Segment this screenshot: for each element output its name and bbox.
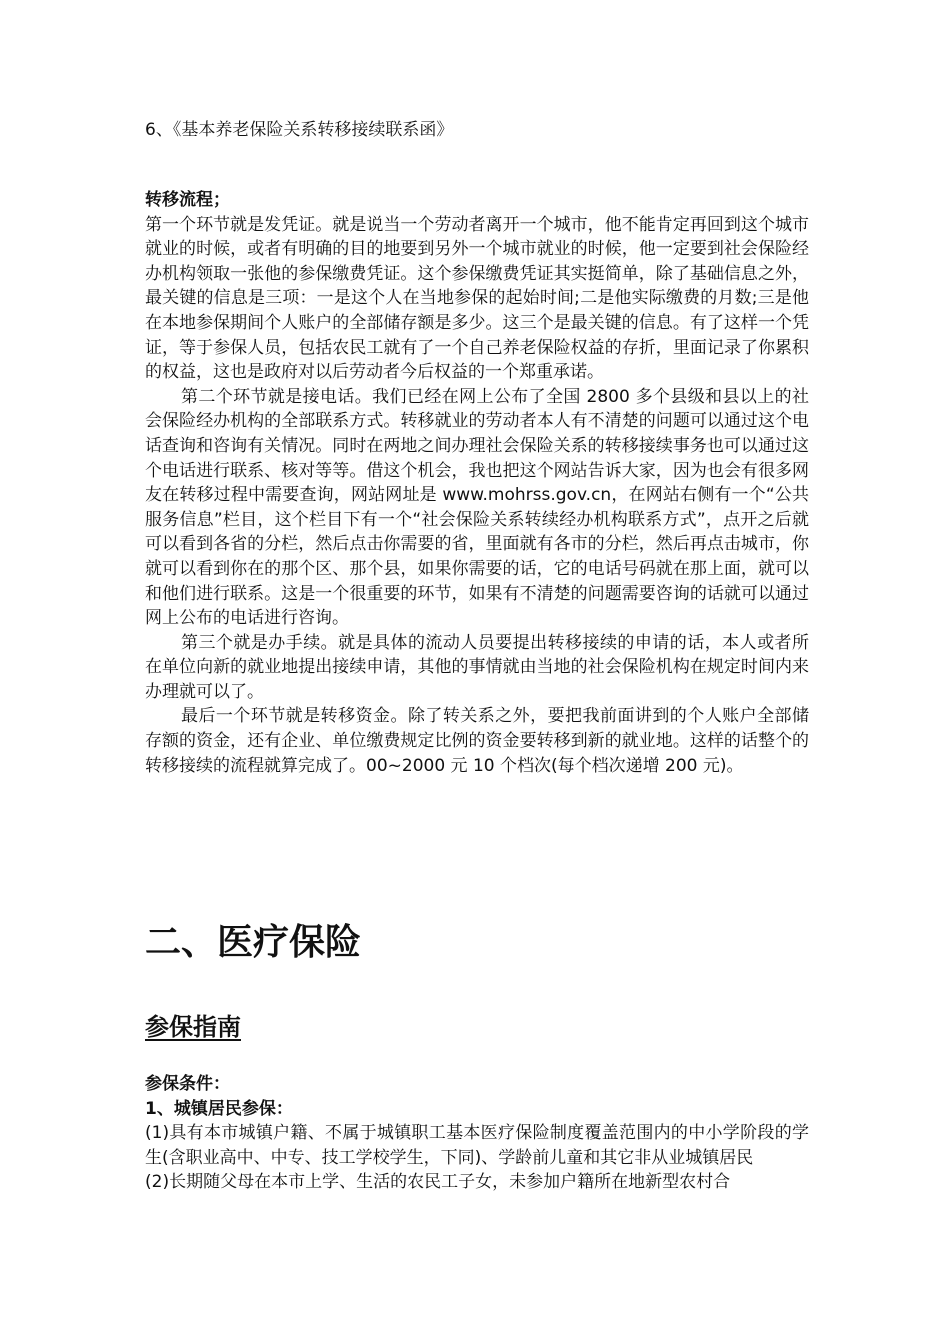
transfer-process-section: [145, 188, 809, 778]
condition-item-1: (1)具有本市城镇户籍、不属于城镇职工基本医疗保险制度覆盖范围内的中小学阶段的学生(含职业高中、中专、技工学校学生，下同)、学龄前儿童和其它非从业城镇居民: [145, 1123, 809, 1168]
transfer-step-1-paragraph: 第一个环节就是发凭证。就是说当一个劳动者离开一个城市，他不能肯定再回到这个城市就业的时候，或者有明确的目的地要到另外一个城市就业的时候，他一定要到社会保险经办机构领取一张他的参保缴费凭证。这个参保缴费凭证其实挺简单，除了基础信息之外，最关键的信息是三项：一是这个人在当地参保的起始时间;二是他实际缴费的月数;三是他在本地参保期间个人账户的全部储存额是多少。这三个是最关键的信息。有了这样一个凭证，等于参保人员，包括农民工就有了一个自己养老保险权益的存折，里面记录了你累积的权益，这也是政府对以后劳动者今后权益的一个郑重承诺。: [145, 214, 809, 383]
transfer-process-heading: 转移流程；: [145, 190, 230, 210]
urban-residents-heading: 1、城镇居民参保：: [145, 1098, 293, 1119]
transfer-step-4-paragraph: 最后一个环节就是转移资金。除了转关系之外，要把我前面讲到的个人账户全部储存额的资金，还有企业、单位缴费规定比例的资金要转移到新的就业地。这样的话整个的转移接续的流程就算完成了。00~2000 元 10 个档次(每个档次递增 200 元)。: [145, 706, 809, 776]
section-title-medical-insurance: 二、医疗保险: [145, 922, 362, 963]
conditions-heading: 参保条件：: [145, 1074, 230, 1094]
transfer-step-2-paragraph: 第二个环节就是接电话。我们已经在网上公布了全国 2800 多个县级和县以上的社会保险经办机构的全部联系方式。转移就业的劳动者本人有不清楚的问题可以通过这个电话查询和咨询有关情况。同时在两地之间办理社会保险关系的转移接续事务也可以通过这个电话进行联系、核对等等。借这个机会，我也把这个网站告诉大家，因为也会有很多网友在转移过程中需要查询，网站网址是 www.mohrss.gov.cn，在网站右侧有一个“公共服务信息”栏目，这个栏目下有一个“社会保险关系转续经办机构联系方式”，点开之后就可以看到各省的分栏，然后点击你需要的省，里面就有各市的分栏，然后再点击城市，你就可以看到你在的那个区、那个县，如果你需要的话，它的电话号码就在那上面，就可以和他们进行联系。这是一个很重要的环节，如果有不清楚的问题需要咨询的话就可以通过网上公布的电话进行咨询。: [145, 386, 809, 629]
document-item-6: 6、《基本养老保险关系转移接续联系函》: [145, 120, 454, 140]
enrollment-conditions-section: [145, 1072, 809, 1195]
condition-item-2: (2)长期随父母在本市上学、生活的农民工子女，未参加户籍所在地新型农村合: [145, 1172, 731, 1193]
transfer-step-3-paragraph: 第三个就是办手续。就是具体的流动人员要提出转移接续的申请的话，本人或者所在单位向新的就业地提出接续申请，其他的事情就由当地的社会保险机构在规定时间内来办理就可以了。: [145, 632, 809, 702]
subsection-title-enrollment-guide: 参保指南: [145, 1013, 241, 1041]
